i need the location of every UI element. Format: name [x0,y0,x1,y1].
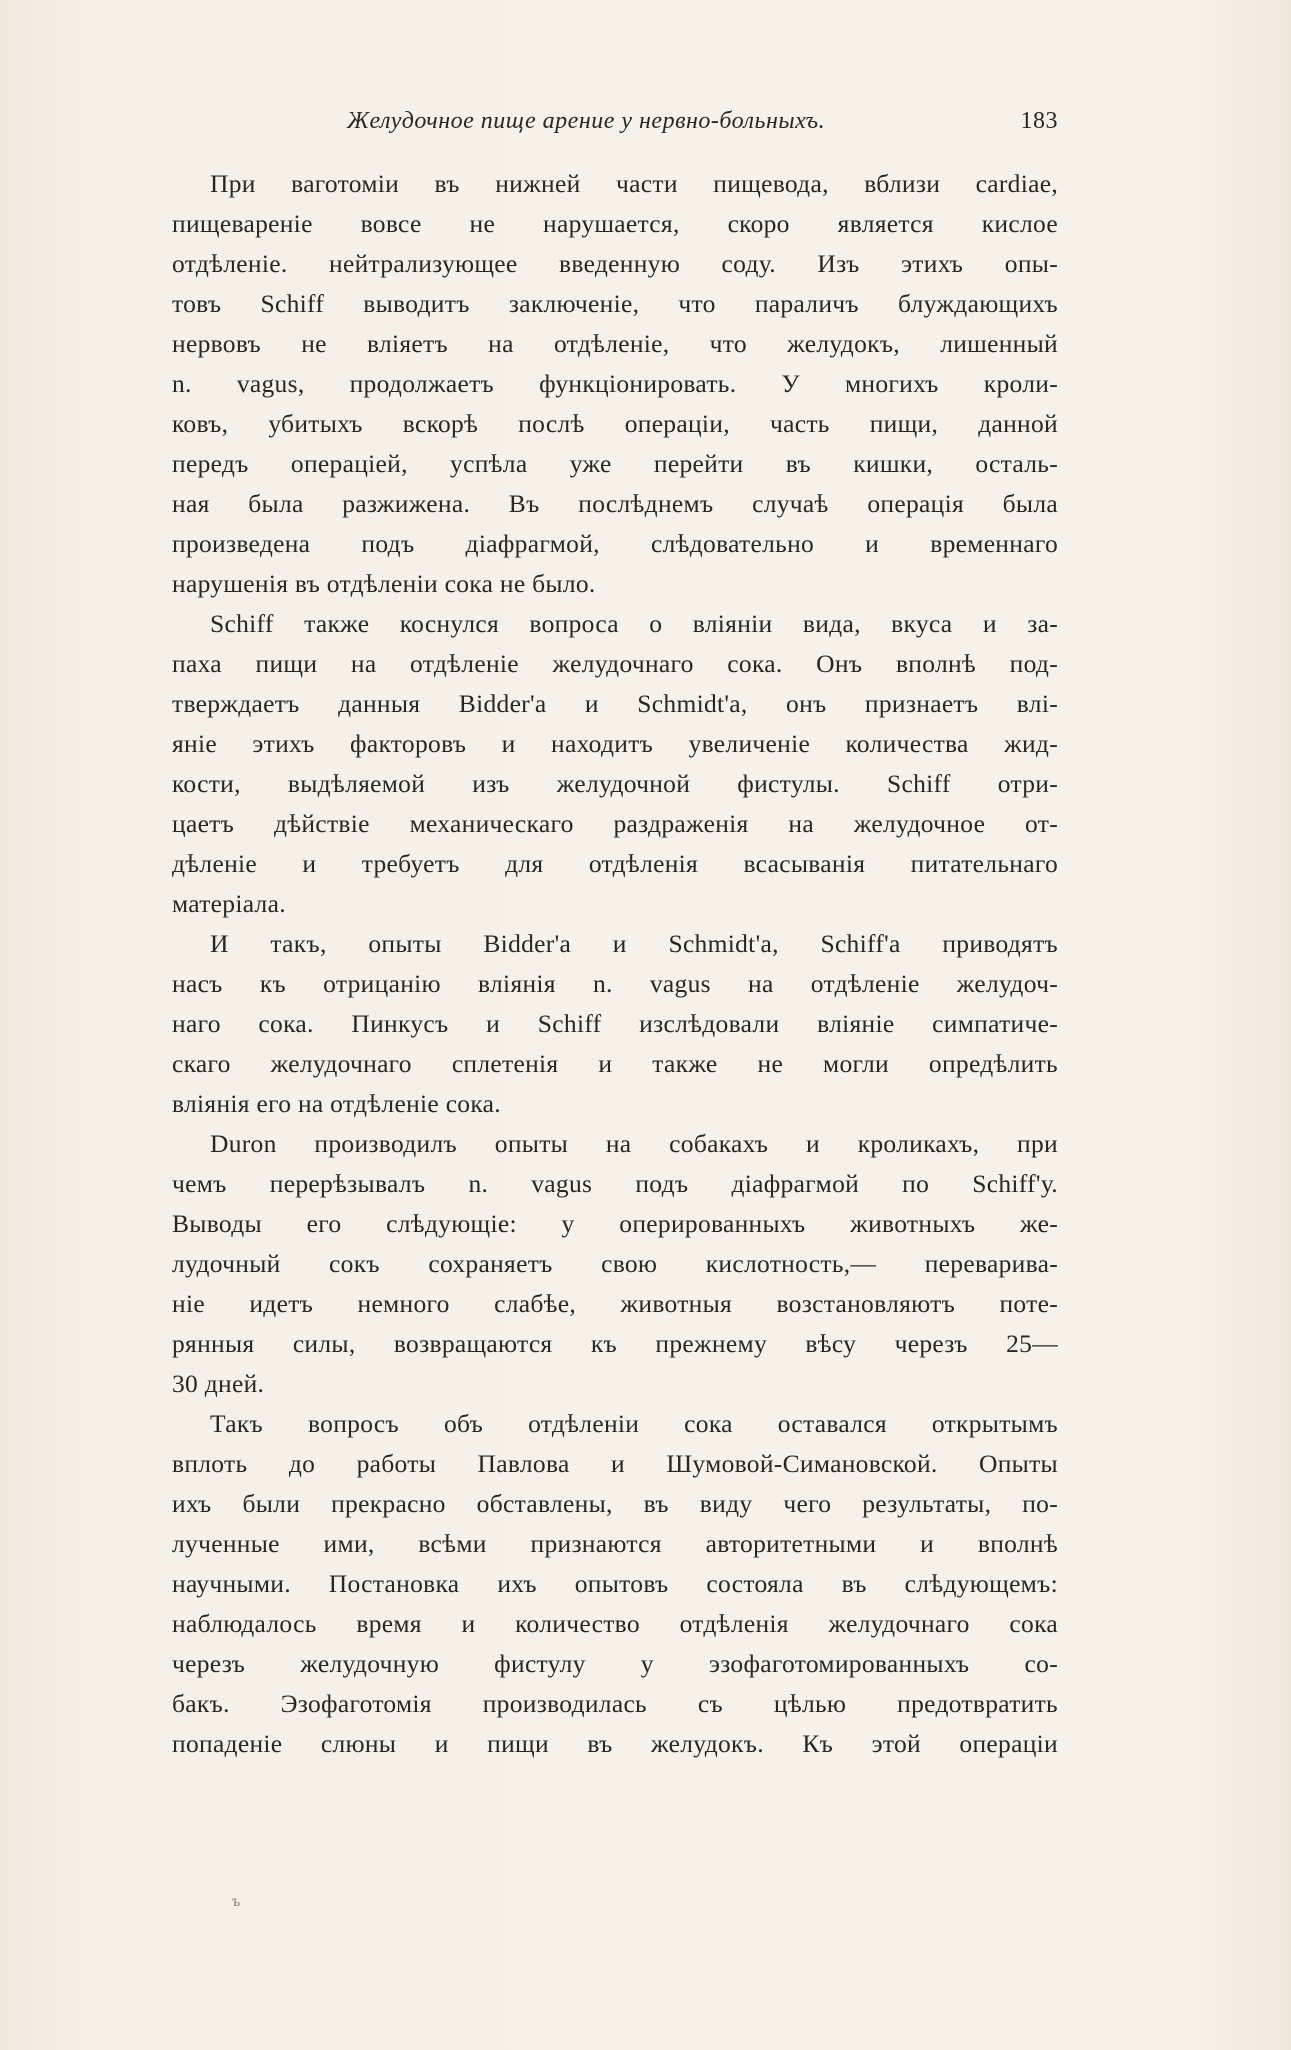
text-line: Выводы его слѣдующіе: у оперированныхъ животныхъ же- [172,1209,1058,1238]
text-line: нарушенія въ отдѣленіи сока не было. [172,569,596,598]
text-line: кости, выдѣляемой изъ желудочной фистулы. Schiff отри- [172,769,1058,798]
text-line: научными. Постановка ихъ опытовъ состояла въ слѣдующемъ: [172,1569,1058,1598]
text-line: При ваготоміи въ нижней части пищевода, вблизи cardiae, [210,169,1058,198]
text-line: паха пищи на отдѣленіе желудочнаго сока. Онъ вполнѣ под- [172,649,1058,678]
text-line: И такъ, опыты Bidder'a и Schmidt'a, Schiff'a приводятъ [210,929,1058,958]
text-line: наго сока. Пинкусъ и Schiff изслѣдовали вліяніе симпатиче- [172,1009,1058,1038]
text-line: Duron производилъ опыты на собакахъ и кроликахъ, при [210,1129,1058,1158]
running-head [172,108,1058,142]
text-line: лученные ими, всѣми признаются авторитетными и вполнѣ [172,1529,1058,1558]
text-line: насъ къ отрицанію вліянія n. vagus на отдѣленіе желудоч- [172,969,1058,998]
text-line: нервовъ не вліяетъ на отдѣленіе, что желудокъ, лишенный [172,329,1058,358]
text-line: бакъ. Эзофаготомія производилась съ цѣлью предотвратить [172,1689,1058,1718]
page-mark: ъ [232,1893,241,1910]
text-line: ковъ, убитыхъ вскорѣ послѣ операціи, часть пищи, данной [172,409,1058,438]
text-line: лудочный сокъ сохраняетъ свою кислотность,— переварива- [172,1249,1058,1278]
body-text [172,164,1058,1764]
text-line: передъ операціей, успѣла уже перейти въ кишки, осталь- [172,449,1058,478]
text-line: 30 дней. [172,1369,265,1398]
text-line: попаденіе слюны и пищи въ желудокъ. Къ этой операціи [172,1729,1058,1758]
text-line: n. vagus, продолжаетъ функціонировать. У многихъ кроли- [172,369,1058,398]
text-line: Такъ вопросъ объ отдѣленіи сока оставался открытымъ [210,1409,1058,1438]
text-line: дѣленіе и требуетъ для отдѣленія всасыванія питательнаго [172,849,1058,878]
text-line: матеріала. [172,889,286,918]
text-line: ная была разжижена. Въ послѣднемъ случаѣ операція была [172,489,1058,518]
text-line: ніе идетъ немного слабѣе, животныя возстановляютъ поте- [172,1289,1058,1318]
text-line: яніе этихъ факторовъ и находитъ увеличеніе количества жид- [172,729,1058,758]
text-line: скаго желудочнаго сплетенія и также не могли опредѣлить [172,1049,1058,1078]
page-number: 183 [1020,108,1058,134]
text-line: отдѣленіе. нейтрализующее введенную соду. Изъ этихъ опы- [172,249,1058,278]
text-line: наблюдалось время и количество отдѣленія желудочнаго сока [172,1609,1058,1638]
text-line: произведена подъ діафрагмой, слѣдовательно и временнаго [172,529,1058,558]
running-title: Желудочное пище арение у нервно-больныхъ. [347,108,826,134]
text-line: чемъ перерѣзывалъ n. vagus подъ діафрагмой по Schiff'у. [172,1169,1058,1198]
text-line: тверждаетъ данныя Bidder'a и Schmidt'a, онъ признаетъ влі- [172,689,1058,718]
text-line: Schiff также коснулся вопроса о вліяніи вида, вкуса и за- [210,609,1058,638]
text-line: вліянія его на отдѣленіе сока. [172,1089,501,1118]
text-line: пищевареніе вовсе не нарушается, скоро является кислое [172,209,1058,238]
text-line: товъ Schiff выводитъ заключеніе, что параличъ блуждающихъ [172,289,1058,318]
text-line: ихъ были прекрасно обставлены, въ виду чего результаты, по- [172,1489,1058,1518]
text-line: черезъ желудочную фистулу у эзофаготомированныхъ со- [172,1649,1058,1678]
text-line: рянныя силы, возвращаются къ прежнему вѣсу черезъ 25— [172,1329,1058,1358]
text-line: цаетъ дѣйствіе механическаго раздраженія на желудочное от- [172,809,1058,838]
text-line: вплоть до работы Павлова и Шумовой-Симановской. Опыты [172,1449,1058,1478]
